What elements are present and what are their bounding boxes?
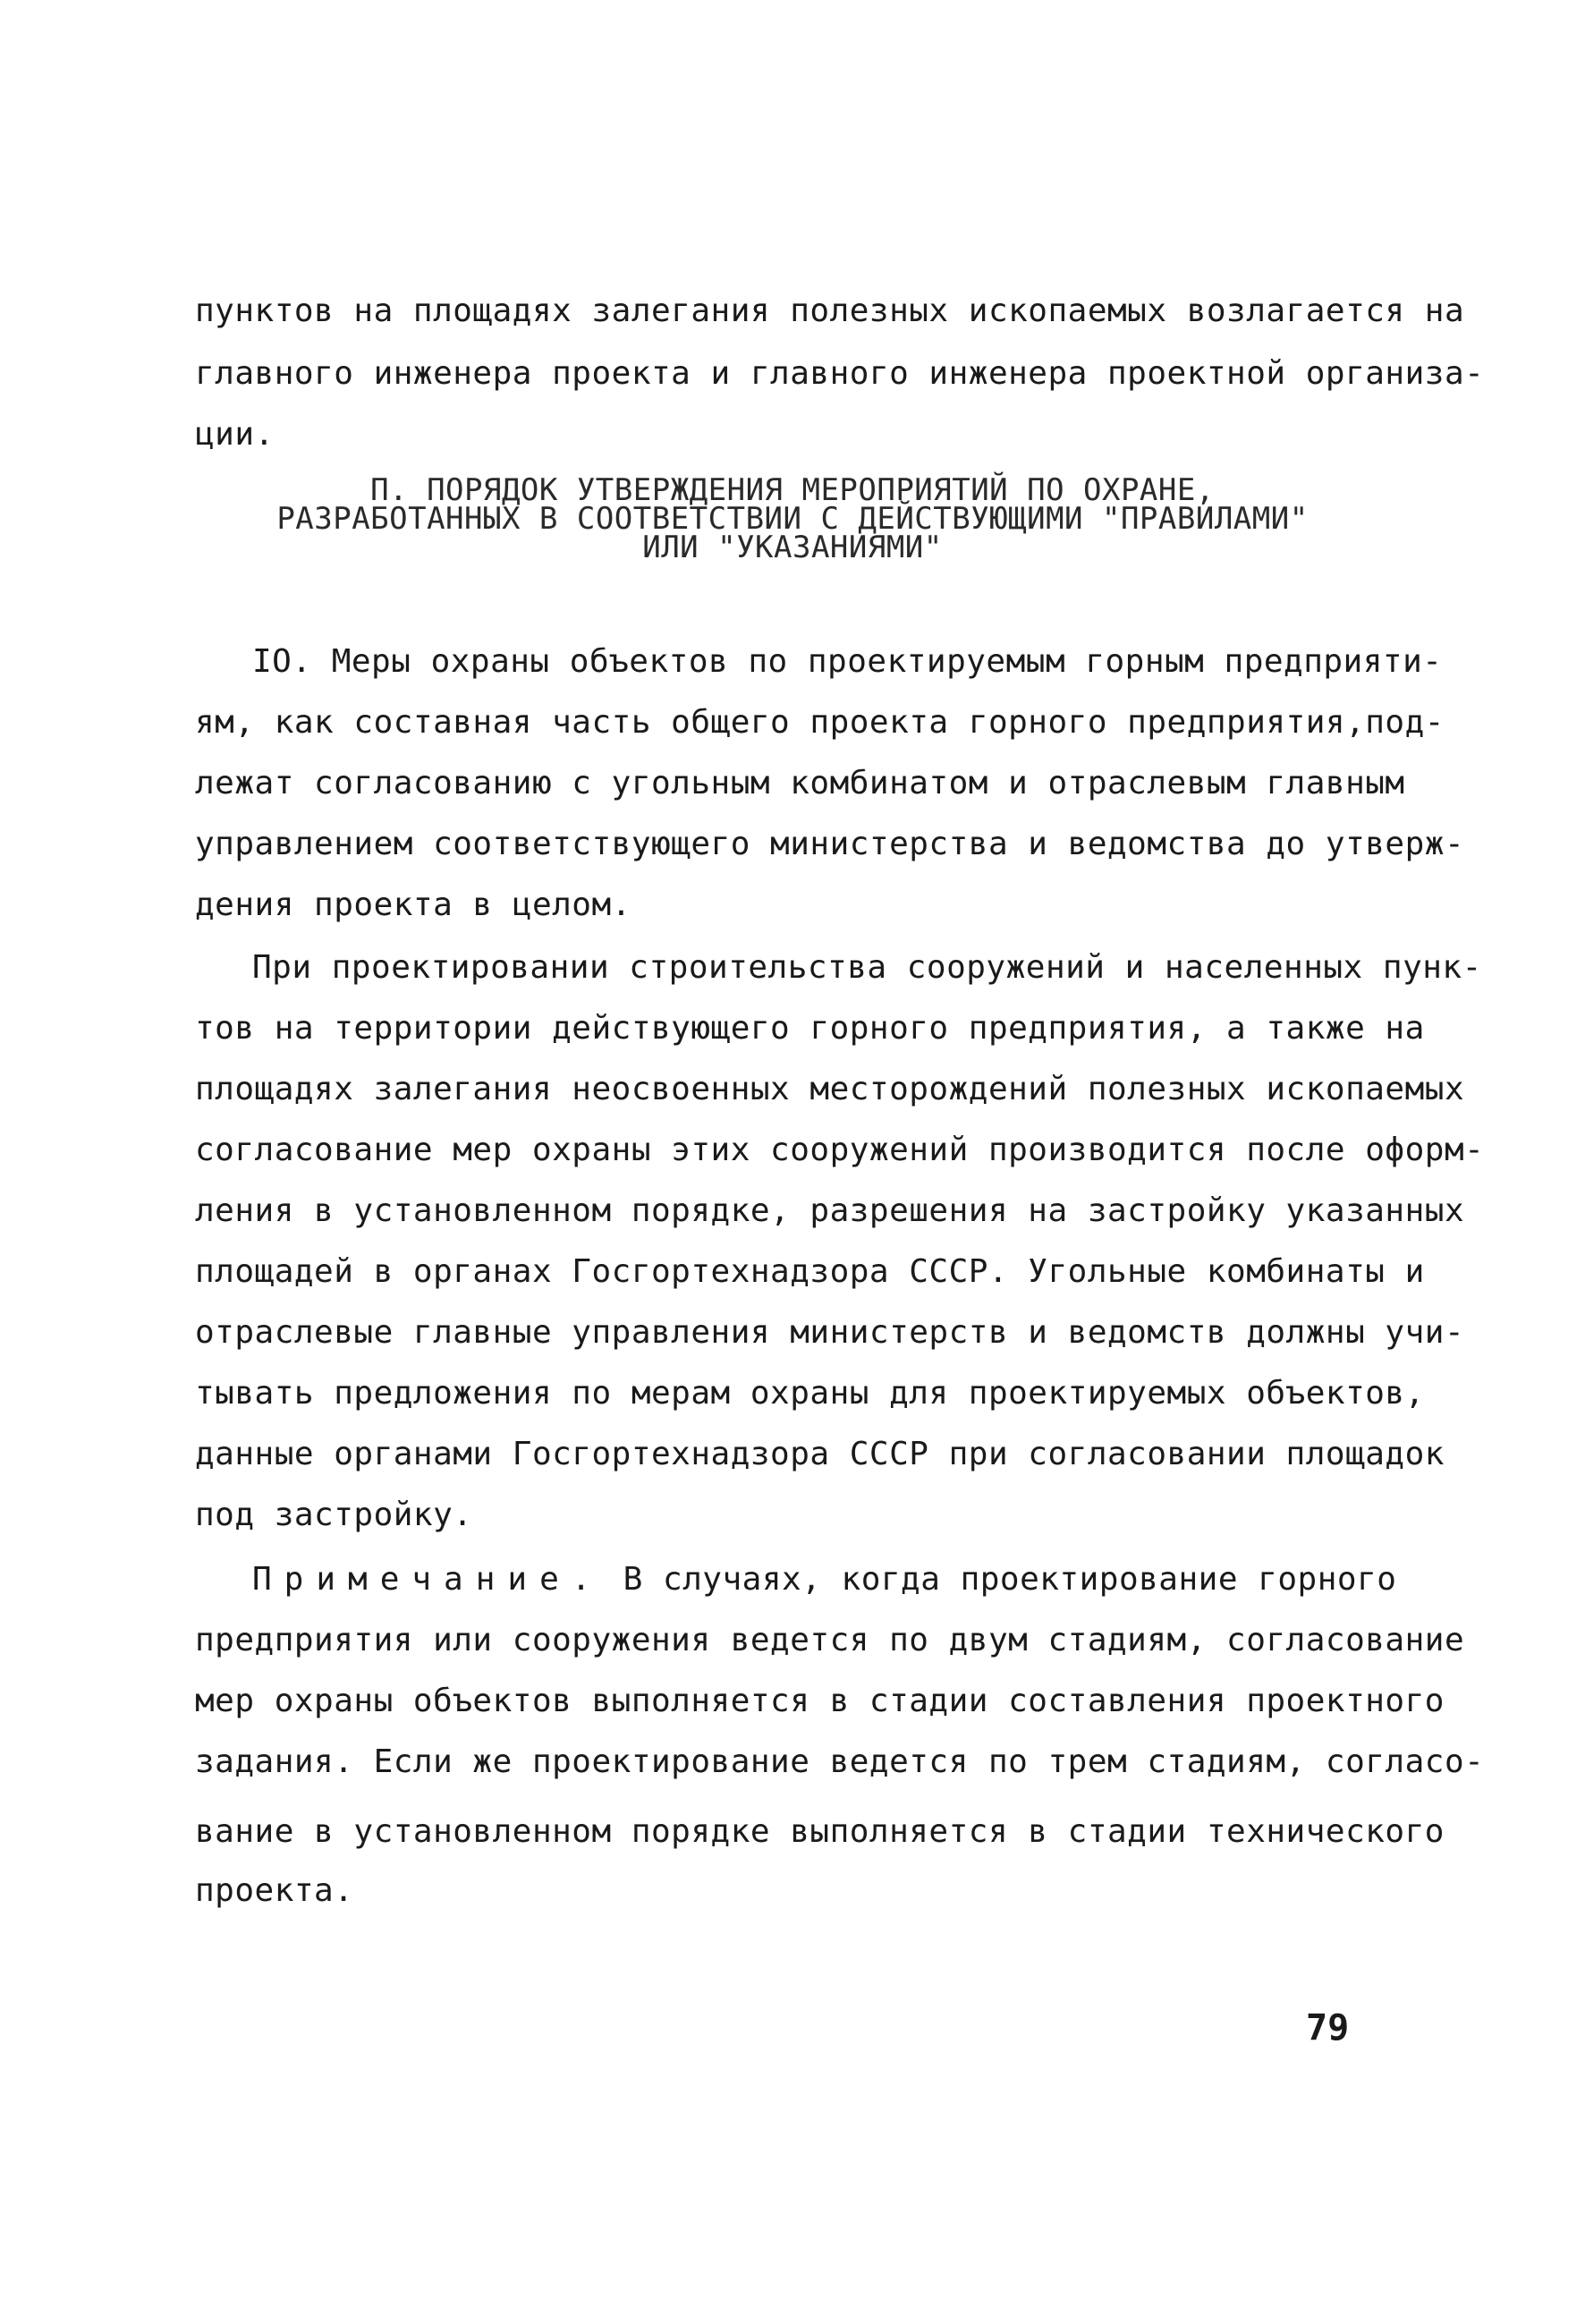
paragraph-design-line-9: данные органами Госгортехнадзора СССР при согласовании площадок (195, 1436, 1445, 1472)
paragraph-10-line-1: IO. Меры охраны объектов по проектируемым горным предприяти- (252, 643, 1443, 680)
section-heading-line-3: ИЛИ "УКАЗАНИЯМИ" (642, 530, 943, 565)
note-line-2: предприятия или сооружения ведется по двум стадиям, согласование (195, 1622, 1465, 1658)
note-line-6: проекта. (195, 1872, 354, 1909)
paragraph-design-line-4: согласование мер охраны этих сооружений производится после оформ- (195, 1132, 1485, 1168)
paragraph-design-line-7: отраслевые главные управления министерств и ведомств должны учи- (195, 1314, 1465, 1351)
paragraph-design-line-2: тов на территории действующего горного предприятия, а также на (195, 1010, 1425, 1047)
paragraph-design-line-5: ления в установленном порядке, разрешения на застройку указанных (195, 1192, 1465, 1229)
paragraph-design-line-6: площадей в органах Госгортехнадзора СССР. Угольные комбинаты и (195, 1253, 1425, 1290)
paragraph-design-line-10: под застройку. (195, 1497, 473, 1533)
section-heading-line-2: РАЗРАБОТАННЫХ В СООТВЕТСТВИИ С ДЕЙСТВУЮЩИМИ "ПРАВИЛАМИ" (276, 501, 1309, 537)
intro-line-1: пунктов на площадях залегания полезных ископаемых возлагается на (195, 293, 1465, 329)
note-line-5: вание в установленном порядке выполняется в стадии технического (195, 1813, 1445, 1850)
paragraph-design-line-3: площадях залегания неосвоенных месторождений полезных ископаемых (195, 1071, 1465, 1107)
paragraph-10-line-3: лежат согласованию с угольным комбинатом и отраслевым главным (195, 765, 1405, 802)
note-label: Примечание. (252, 1561, 604, 1598)
page-number: 79 (1306, 2007, 1350, 2048)
paragraph-design-line-1: При проектировании строительства сооружений и населенных пунк- (252, 949, 1482, 986)
note-line-1 (252, 1562, 1396, 1598)
section-heading-line-1: П. ПОРЯДОК УТВЕРЖДЕНИЯ МЕРОПРИЯТИЙ ПО ОХРАНЕ, (370, 472, 1215, 508)
intro-line-2: главного инженера проекта и главного инженера проектной организа- (195, 355, 1485, 392)
paragraph-10-line-5: дения проекта в целом. (195, 886, 631, 923)
note-line-3: мер охраны объектов выполняется в стадии составления проектного (195, 1683, 1445, 1719)
note-line-1-text: В случаях, когда проектирование горного (623, 1561, 1397, 1598)
paragraph-design-line-8: тывать предложения по мерам охраны для проектируемых объектов, (195, 1375, 1425, 1412)
paragraph-10-line-2: ям, как составная часть общего проекта горного предприятия,под- (195, 704, 1445, 741)
paragraph-10-line-4: управлением соответствующего министерства и ведомства до утверж- (195, 826, 1465, 862)
note-line-4: задания. Если же проектирование ведется по трем стадиям, согласо- (195, 1743, 1485, 1780)
intro-line-3: ции. (195, 416, 275, 453)
